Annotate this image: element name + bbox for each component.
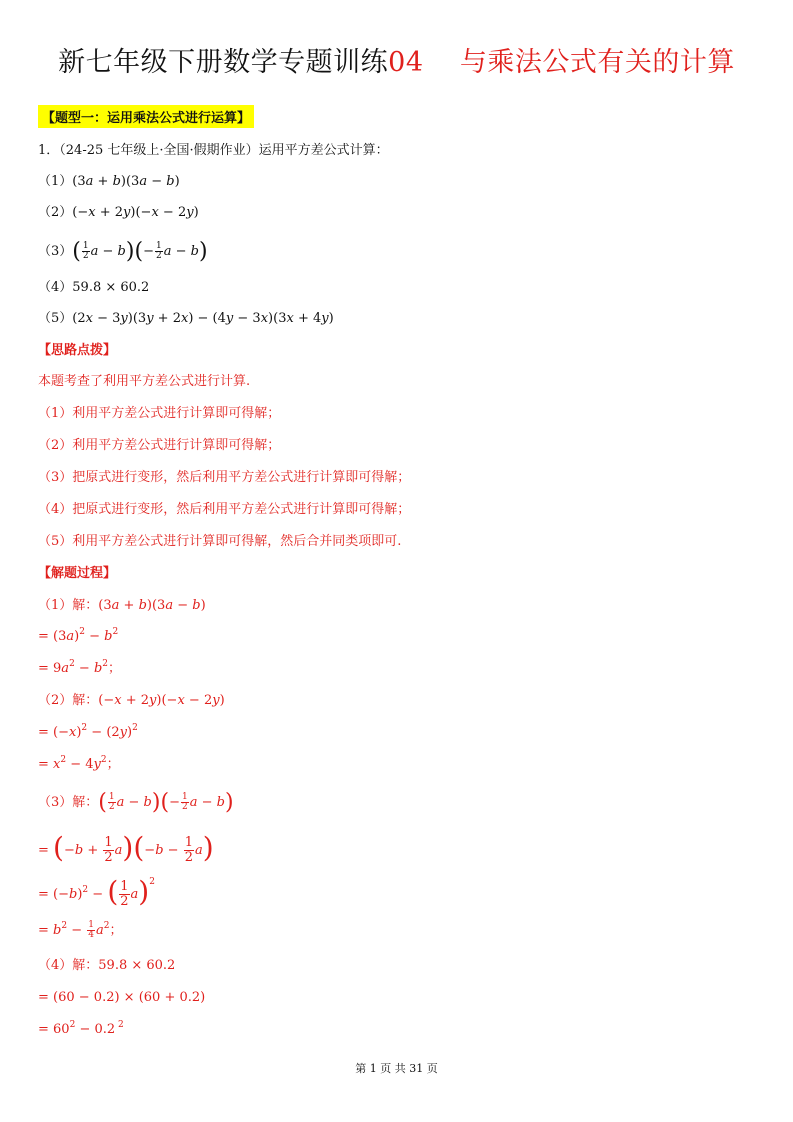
question-stem: 1．（24-25 七年级上·全国·假期作业）运用平方差公式计算： — [38, 143, 389, 158]
question-item-5: （5）(2x − 3y)(3y + 2x) − (4y − 3x)(3x + 4y) — [38, 311, 334, 326]
document-title — [0, 40, 793, 79]
solution-4-line-1: （4）解：59.8 × 60.2 — [38, 958, 176, 973]
section-badge: 【题型一：运用乘法公式进行运算】 — [38, 105, 254, 128]
page-footer: 第 1 页 共 31 页 — [355, 1062, 438, 1075]
hint-line: （5）利用平方差公式进行计算即可得解，然后合并同类项即可. — [38, 534, 402, 549]
solution-3-line-3: = $(-b)^2$ − ( $\frac{1}{2}$ a)$^2$ — [38, 875, 155, 909]
solution-4-line-3: = $60^2 - 0.2$ $^2$ — [38, 1020, 124, 1037]
solution-3-line-4: = $b^2$ − $\frac{1}{4}$ $a^2$； — [38, 920, 123, 940]
title-main: 新七年级下册数学专题训练 — [58, 47, 389, 78]
solution-4-line-2: = (60 − 0.2) × (60 + 0.2) — [38, 990, 206, 1005]
question-item-4: （4）59.8 × 60.2 — [38, 280, 150, 295]
solution-2-line-3: = $x^2 - 4y^2$； — [38, 755, 120, 772]
solution-2-line-2: = $(-x)^2 - (2y)^2$ — [38, 723, 138, 740]
hint-heading: 【思路点拨】 — [38, 343, 117, 358]
hint-line: （3）把原式进行变形，然后利用平方差公式进行计算即可得解； — [38, 470, 411, 485]
solution-1-line-2: = $(3a)^2 - b^2$ — [38, 627, 119, 644]
hint-line: （1）利用平方差公式进行计算即可得解； — [38, 406, 281, 421]
solution-3-line-1: （3）解：( $\frac{1}{2}$ a − b)(− $\frac{1}{2}$ a − b) — [38, 790, 234, 815]
title-number: 04 — [388, 47, 424, 78]
hint-line: （2）利用平方差公式进行计算即可得解； — [38, 438, 281, 453]
question-item-3: （3）( $\frac{1}{2}$ a − b)(− $\frac{1}{2}$ a − b) — [38, 239, 208, 264]
hint-intro: 本题考查了利用平方差公式进行计算. — [38, 374, 251, 389]
solution-1-line-1: （1）解：(3a + b)(3a − b) — [38, 598, 206, 613]
hint-line: （4）把原式进行变形，然后利用平方差公式进行计算即可得解； — [38, 502, 411, 517]
solution-2-line-1: （2）解：(−x + 2y)(−x − 2y) — [38, 693, 225, 708]
title-topic: 与乘法公式有关的计算 — [459, 47, 735, 78]
solution-1-line-3: = $9a^2 - b^2$； — [38, 659, 122, 676]
question-item-1: （1）(3a + b)(3a − b) — [38, 174, 180, 189]
solution-3-line-2: = (−b + $\frac{1}{2}$ a)(−b − $\frac{1}{2}$ a) — [38, 831, 214, 865]
question-item-2: （2）(−x + 2y)(−x − 2y) — [38, 205, 199, 220]
solution-heading: 【解题过程】 — [38, 566, 117, 581]
